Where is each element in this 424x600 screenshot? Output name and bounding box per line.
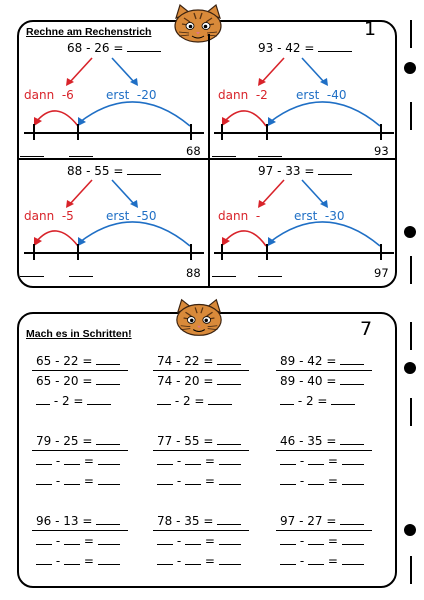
answer-blank[interactable] [208, 404, 232, 405]
separator-line [276, 370, 372, 371]
answer-blank[interactable] [98, 564, 120, 565]
binding-mark [410, 322, 412, 350]
answer-blank[interactable] [36, 564, 52, 565]
answer-blank[interactable] [96, 384, 120, 385]
separator-line [153, 530, 249, 531]
step-two [36, 554, 120, 568]
answer-blank[interactable] [64, 564, 80, 565]
then-label: dann - [218, 209, 261, 223]
answer-blank[interactable] [258, 276, 282, 277]
equals-sign: = [204, 454, 215, 468]
equals-sign: = [204, 474, 215, 488]
separator-line [32, 370, 128, 371]
answer-blank[interactable] [185, 564, 201, 565]
binding-mark [410, 556, 412, 584]
main-equation [36, 354, 120, 368]
main-equation [280, 354, 364, 368]
equals-sign: = [327, 534, 338, 548]
equals-sign: = [327, 474, 338, 488]
first-label: erst -50 [106, 209, 157, 223]
answer-blank[interactable] [340, 444, 364, 445]
then-label: dann -5 [24, 209, 74, 223]
answer-blank[interactable] [308, 564, 324, 565]
answer-blank[interactable] [185, 464, 201, 465]
answer-blank[interactable] [36, 464, 52, 465]
step-text: 65 - 20 = [36, 374, 93, 388]
operator: - [299, 474, 305, 488]
main-equation [157, 354, 241, 368]
equation-text: 74 - 22 = [157, 354, 214, 368]
answer-blank[interactable] [36, 544, 52, 545]
first-label: erst -40 [296, 88, 347, 102]
main-equation [36, 434, 120, 448]
answer-blank[interactable] [157, 484, 173, 485]
answer-blank[interactable] [64, 544, 80, 545]
equation-text: 65 - 22 = [36, 354, 93, 368]
step-two [157, 474, 241, 488]
answer-blank[interactable] [280, 464, 296, 465]
step-one [36, 534, 120, 548]
operator: - [299, 534, 305, 548]
operator: - [176, 454, 182, 468]
equals-sign: = [204, 554, 215, 568]
main-equation [280, 434, 364, 448]
answer-blank[interactable] [98, 464, 120, 465]
equation: 97 - 33 = [258, 164, 352, 178]
equation-text: 96 - 13 = [36, 514, 93, 528]
step-one [280, 454, 364, 468]
equation-text: 79 - 25 = [36, 434, 93, 448]
operator: - [299, 454, 305, 468]
answer-blank[interactable] [157, 544, 173, 545]
step-one [157, 534, 241, 548]
step-two [36, 474, 120, 488]
equation-text: 46 - 35 = [280, 434, 337, 448]
step-text: - 2 = [53, 394, 84, 408]
step-one [280, 534, 364, 548]
answer-blank[interactable] [340, 384, 364, 385]
binding-hole [404, 362, 416, 374]
operator: - [176, 534, 182, 548]
separator-line [276, 530, 372, 531]
first-label: erst -20 [106, 88, 157, 102]
step-two [280, 394, 355, 408]
operator: - [55, 474, 61, 488]
binding-hole [404, 226, 416, 238]
end-value: 93 [374, 144, 389, 158]
operator: - [55, 534, 61, 548]
then-label: dann -2 [218, 88, 268, 102]
answer-blank[interactable] [342, 484, 364, 485]
end-value: 97 [374, 266, 389, 280]
main-equation [157, 514, 241, 528]
answer-blank[interactable] [36, 404, 50, 405]
card-number: 1 [364, 18, 377, 40]
answer-blank[interactable] [96, 444, 120, 445]
step-two [280, 554, 364, 568]
answer-blank[interactable] [98, 544, 120, 545]
answer-blank[interactable] [157, 464, 173, 465]
then-label: dann -6 [24, 88, 74, 102]
step-one [157, 454, 241, 468]
answer-blank[interactable] [331, 404, 355, 405]
equation-text: 77 - 55 = [157, 434, 214, 448]
equals-sign: = [83, 474, 94, 488]
answer-blank[interactable] [157, 564, 173, 565]
binding-hole [404, 524, 416, 536]
answer-blank[interactable] [340, 364, 364, 365]
answer-blank[interactable] [340, 524, 364, 525]
card-title: Rechne am Rechenstrich [26, 26, 152, 38]
tick [221, 244, 223, 260]
equation-text: 97 - 27 = [280, 514, 337, 528]
answer-blank[interactable] [217, 524, 241, 525]
answer-blank[interactable] [212, 276, 236, 277]
step-one [280, 374, 364, 388]
answer-blank[interactable] [308, 464, 324, 465]
equals-sign: = [204, 534, 215, 548]
binding-mark [410, 398, 412, 426]
answer-blank[interactable] [219, 564, 241, 565]
step-text: - 2 = [174, 394, 205, 408]
card-number: 7 [360, 318, 373, 340]
card-title: Mach es in Schritten! [26, 328, 132, 340]
answer-blank[interactable] [96, 524, 120, 525]
answer-blank[interactable] [36, 484, 52, 485]
equation: 88 - 55 = [67, 164, 161, 178]
tick [380, 244, 382, 260]
binding-hole [404, 62, 416, 74]
answer-blank[interactable] [64, 484, 80, 485]
end-value: 88 [186, 266, 201, 280]
separator-line [153, 370, 249, 371]
binding-mark [410, 256, 412, 284]
number-line [214, 252, 394, 254]
answer-blank[interactable] [342, 544, 364, 545]
separator-line [32, 530, 128, 531]
step-two [157, 554, 241, 568]
separator-line [276, 450, 372, 451]
answer-blank[interactable] [342, 564, 364, 565]
binding-mark [410, 102, 412, 130]
answer-blank[interactable] [87, 404, 111, 405]
operator: - [299, 554, 305, 568]
equals-sign: = [83, 454, 94, 468]
answer-blank[interactable] [96, 364, 120, 365]
answer-blank[interactable] [308, 544, 324, 545]
equals-sign: = [327, 454, 338, 468]
equals-sign: = [327, 554, 338, 568]
answer-blank[interactable] [219, 464, 241, 465]
equals-sign: = [83, 534, 94, 548]
answer-blank[interactable] [280, 484, 296, 485]
answer-blank[interactable] [185, 544, 201, 545]
answer-blank[interactable] [64, 464, 80, 465]
answer-blank[interactable] [157, 404, 171, 405]
equation-text: 78 - 35 = [157, 514, 214, 528]
step-one [36, 454, 120, 468]
main-equation [36, 514, 120, 528]
answer-blank[interactable] [217, 444, 241, 445]
step-text: 74 - 20 = [157, 374, 214, 388]
step-two [36, 394, 111, 408]
step-two [157, 394, 232, 408]
step-two [280, 474, 364, 488]
first-label: erst -30 [294, 209, 345, 223]
answer-blank[interactable] [308, 484, 324, 485]
step-one [36, 374, 120, 388]
answer-blank[interactable] [219, 544, 241, 545]
answer-blank[interactable] [217, 364, 241, 365]
step-text: - 2 = [297, 394, 328, 408]
binding-mark [410, 20, 412, 48]
operator: - [55, 454, 61, 468]
separator-line [32, 450, 128, 451]
cat-face-icon [172, 298, 226, 338]
answer-blank[interactable] [185, 484, 201, 485]
main-equation [157, 434, 241, 448]
answer-blank[interactable] [98, 484, 120, 485]
answer-blank[interactable] [280, 564, 296, 565]
equals-sign: = [83, 554, 94, 568]
answer-blank[interactable] [217, 384, 241, 385]
equation: 68 - 26 = [67, 41, 161, 55]
operator: - [176, 474, 182, 488]
answer-blank[interactable] [342, 464, 364, 465]
answer-blank[interactable] [280, 404, 294, 405]
separator-line [153, 450, 249, 451]
operator: - [176, 554, 182, 568]
answer-blank[interactable] [219, 484, 241, 485]
equation: 93 - 42 = [258, 41, 352, 55]
operator: - [55, 554, 61, 568]
step-one [157, 374, 241, 388]
end-value: 68 [186, 144, 201, 158]
step-text: 89 - 40 = [280, 374, 337, 388]
main-equation [280, 514, 364, 528]
equation-text: 89 - 42 = [280, 354, 337, 368]
tick [266, 244, 268, 260]
answer-blank[interactable] [280, 544, 296, 545]
